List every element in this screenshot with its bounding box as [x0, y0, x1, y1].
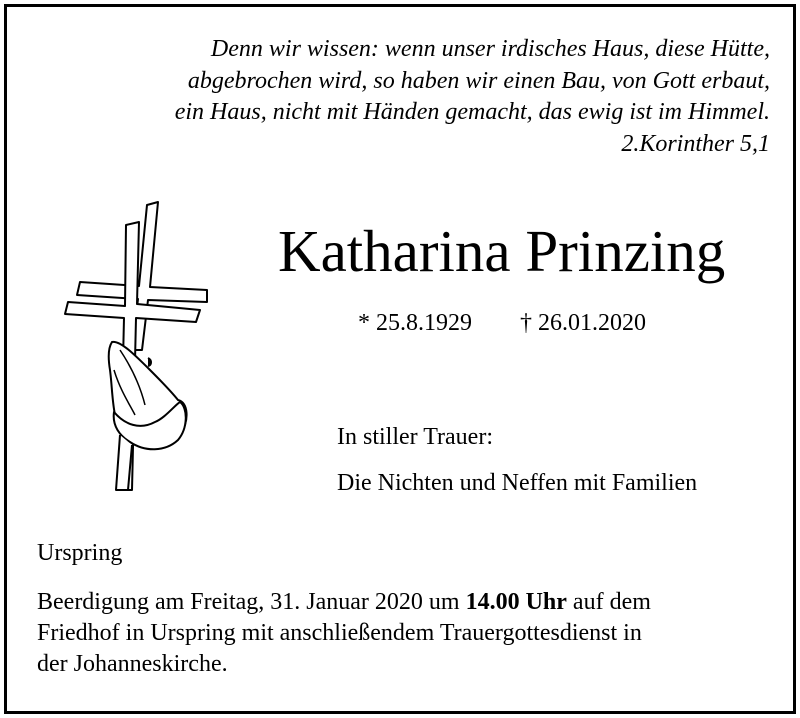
- funeral-text: auf dem: [566, 589, 651, 615]
- quote-line: ein Haus, nicht mit Händen gemacht, das ewig ist im Himmel.: [174, 99, 770, 125]
- town: Urspring: [37, 540, 123, 566]
- funeral-text: Beerdigung am Freitag, 31. Januar 2020 um: [37, 589, 466, 615]
- bible-quote: [30, 34, 770, 160]
- life-dates: [358, 310, 646, 337]
- death-date: † 26.01.2020: [520, 310, 646, 336]
- funeral-time: 14.00 Uhr: [465, 589, 567, 615]
- mourners-names: Die Nichten und Neffen mit Familien: [337, 470, 698, 496]
- deceased-name: Katharina Prinzing: [278, 218, 726, 284]
- cross-with-praying-hands-icon: [40, 190, 210, 500]
- mourning-intro: In stiller Trauer:: [337, 424, 493, 450]
- funeral-text: Friedhof in Urspring mit anschließendem Trauergottesdienst in: [37, 620, 642, 646]
- funeral-text: der Johanneskirche.: [37, 651, 228, 677]
- funeral-details: [37, 587, 777, 680]
- quote-line: abgebrochen wird, so haben wir einen Bau, von Gott erbaut,: [187, 67, 770, 94]
- birth-date: * 25.8.1929: [358, 310, 472, 336]
- quote-line: Denn wir wissen: wenn unser irdisches Haus, diese Hütte,: [210, 36, 770, 62]
- quote-reference: 2.Korinther 5,1: [621, 130, 770, 157]
